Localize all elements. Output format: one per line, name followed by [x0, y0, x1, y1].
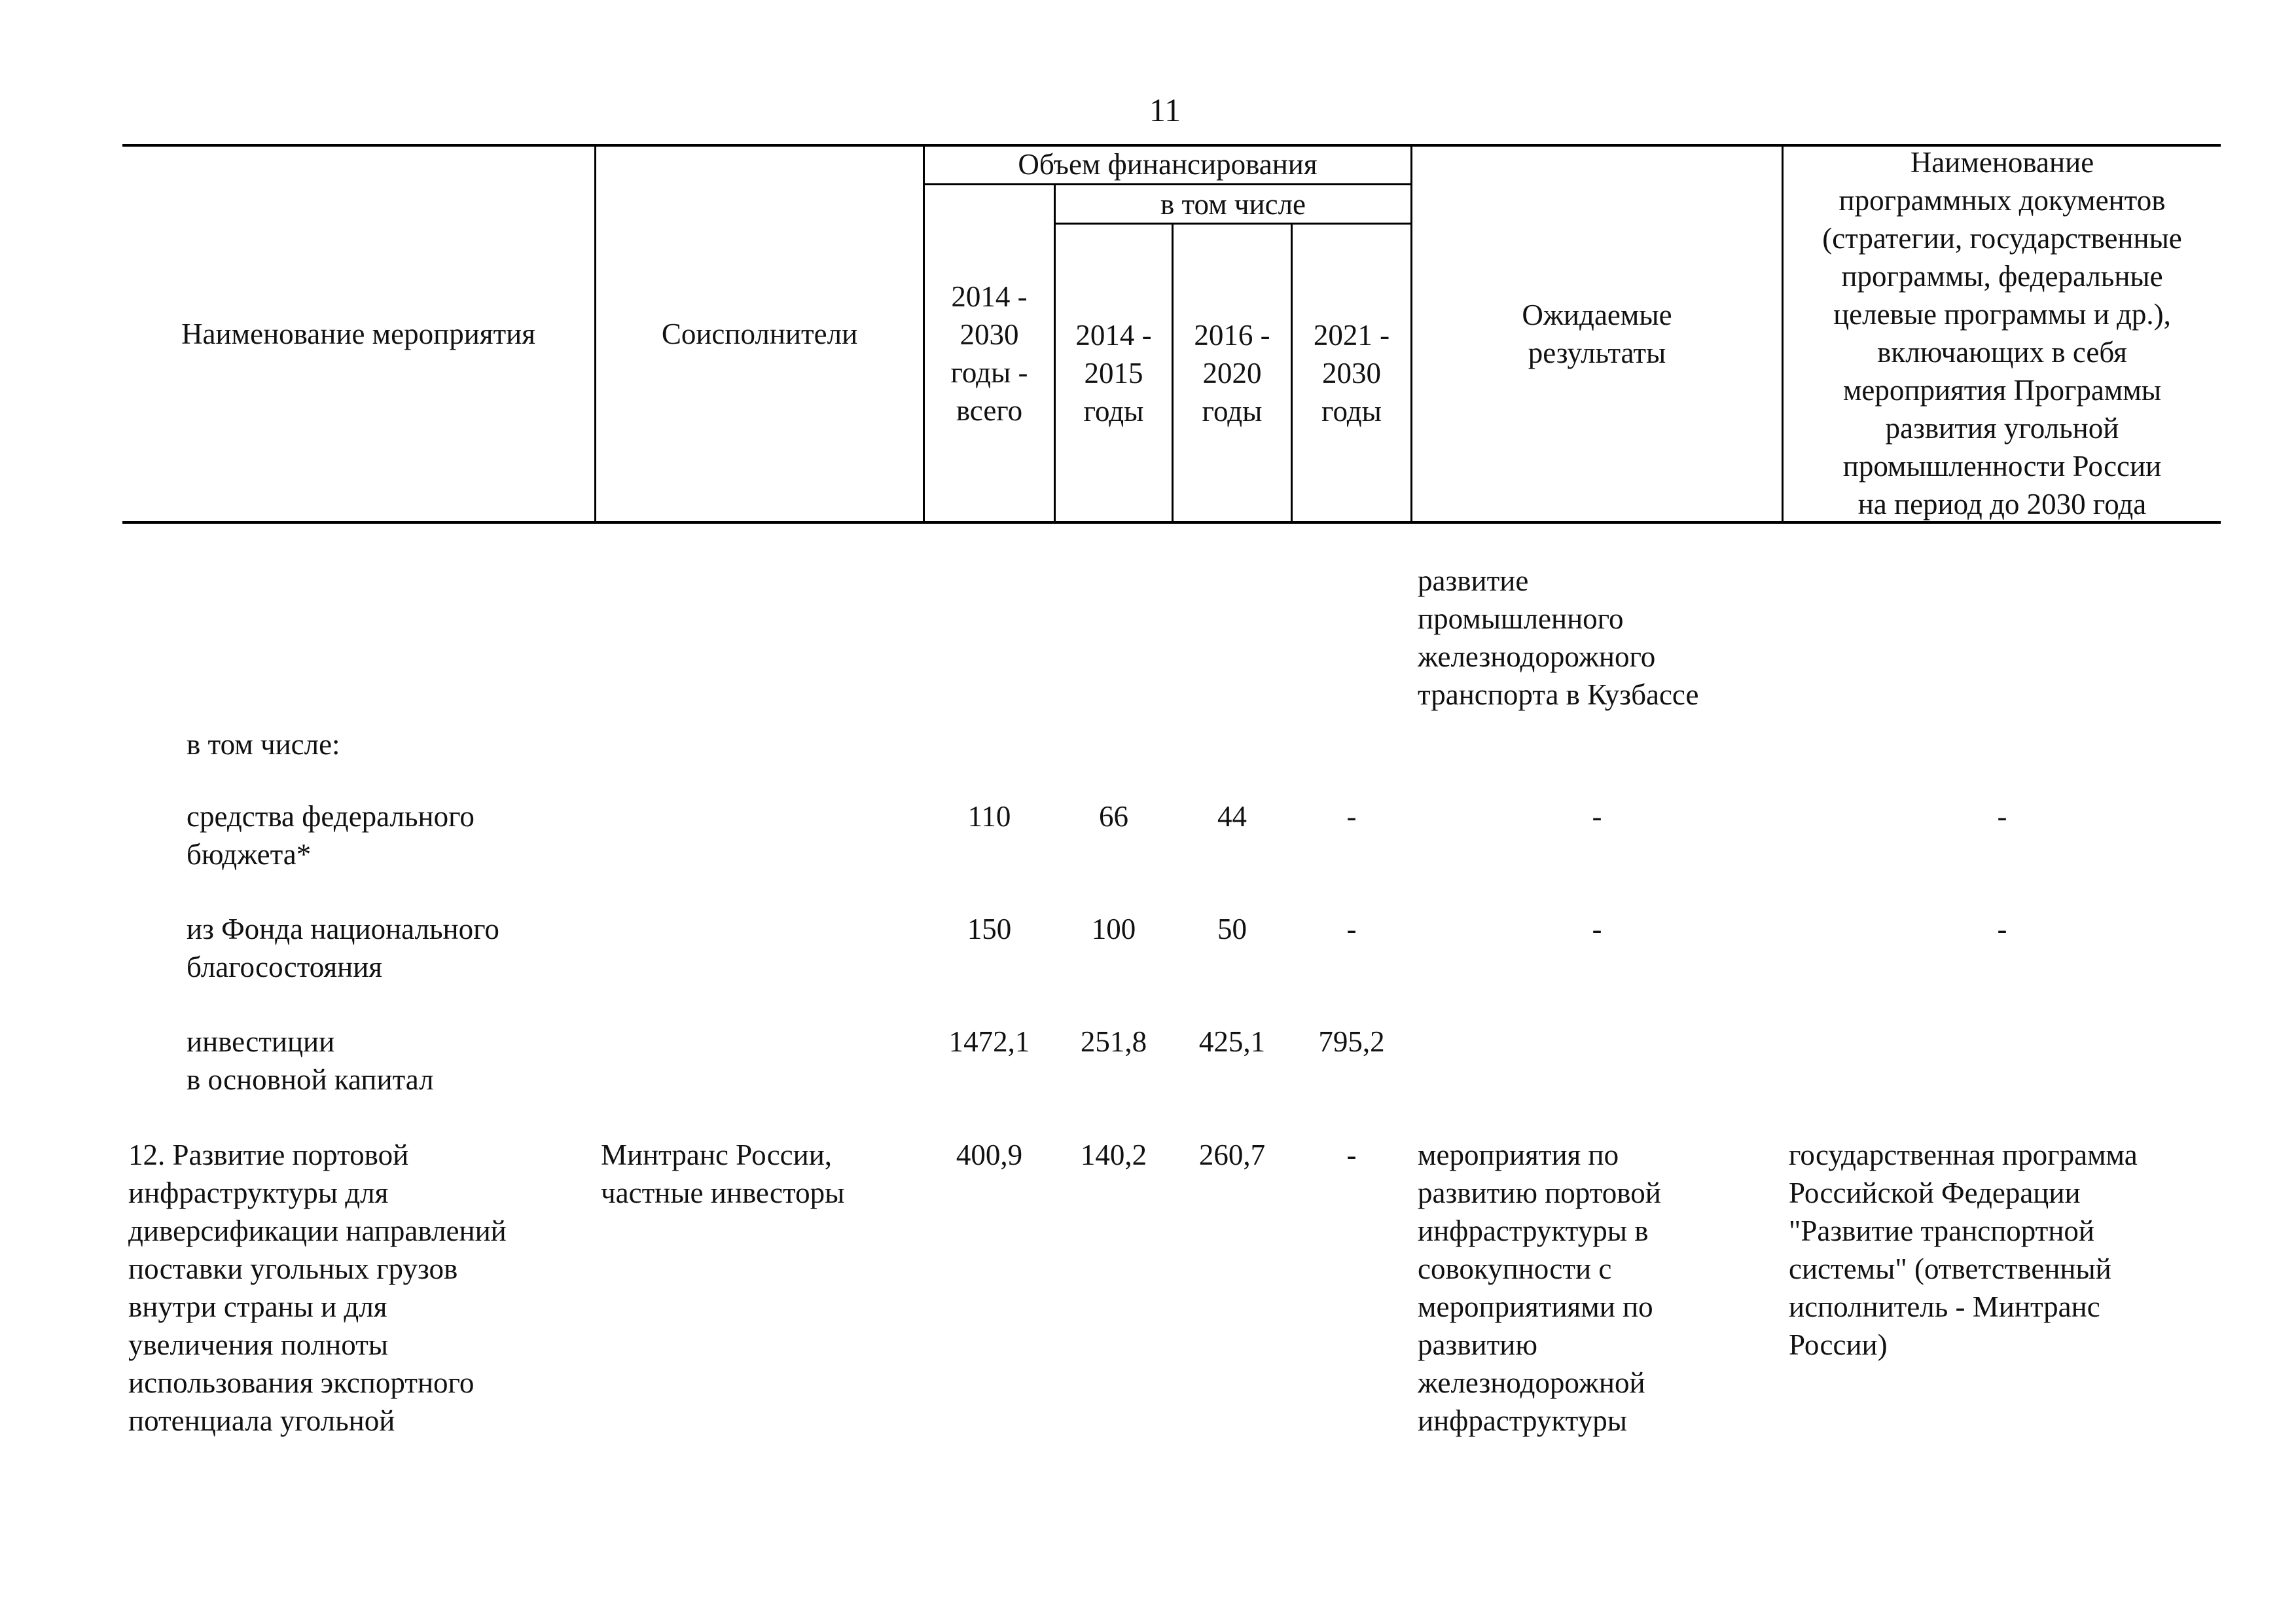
federal-budget-2014-2015: 66	[1099, 800, 1128, 833]
nwf-2014-2015: 100	[1091, 913, 1136, 945]
including-label: в том числе:	[187, 728, 340, 761]
federal-budget-results: -	[1592, 800, 1602, 833]
federal-budget-docs: -	[1997, 800, 2007, 833]
header-coexecutors: Соисполнители	[661, 318, 858, 350]
federal-budget-total: 110	[967, 800, 1011, 833]
header-activity-name: Наименование мероприятия	[181, 318, 535, 350]
item12-2021-2030: -	[1346, 1139, 1357, 1171]
capital-investment-2021-2030: 795,2	[1318, 1025, 1385, 1058]
nwf-2016-2020: 50	[1217, 913, 1247, 945]
federal-budget-2021-2030: -	[1346, 800, 1357, 833]
capital-investment-total: 1472,1	[948, 1025, 1030, 1058]
item12-2016-2020: 260,7	[1198, 1139, 1266, 1171]
nwf-2021-2030: -	[1346, 913, 1357, 945]
nwf-total: 150	[967, 913, 1012, 945]
header-expected-results: Ожидаемые результаты	[1522, 299, 1672, 369]
nwf-docs: -	[1997, 913, 2007, 945]
continued-expected-result: развитие промышленного железнодорожного транспорта в Кузбассе	[1418, 564, 1699, 711]
header-2014-2015: 2014 - 2015 годы	[1075, 318, 1152, 428]
header-funding-title: Объем финансирования	[1018, 148, 1318, 181]
capital-investment-2014-2015: 251,8	[1080, 1025, 1147, 1058]
header-including: в том числе	[1160, 187, 1306, 221]
item12-2014-2015: 140,2	[1080, 1139, 1147, 1171]
capital-investment-label: инвестиции в основной капитал	[187, 1025, 434, 1096]
header-2016-2020: 2016 - 2020 годы	[1194, 318, 1270, 428]
capital-investment-2016-2020: 425,1	[1198, 1025, 1266, 1058]
federal-budget-2016-2020: 44	[1217, 800, 1247, 833]
item12-coexecutors: Минтранс России, частные инвесторы	[601, 1139, 845, 1209]
federal-budget-label: средства федерального бюджета*	[187, 800, 475, 871]
item12-total: 400,9	[956, 1139, 1023, 1171]
header-2021-2030: 2021 - 2030 годы	[1313, 318, 1390, 428]
header-total-2014-2030: 2014 - 2030 годы - всего	[950, 280, 1028, 427]
header-program-documents: Наименование программных документов (стратегии, государственные программы, федеральные целевые программы и др.), включающих в себя мероприятия Программы развития угольной промышленности России на период до 2030 года	[1822, 146, 2182, 520]
item12-expected-results: мероприятия по развитию портовой инфраструктуры в совокупности с мероприятиями по развитию железнодорожной инфраструктуры	[1418, 1139, 1661, 1437]
item12-name: 12. Развитие портовой инфраструктуры для диверсификации направлений поставки угольных грузов внутри страны и для увеличения полноты использования экспортного потенциала угольной	[128, 1139, 507, 1437]
page-number: 11	[1149, 92, 1181, 128]
item12-program-documents: государственная программа Российской Федерации "Развитие транспортной системы" (ответственный исполнитель - Минтранс России)	[1789, 1139, 2138, 1361]
nwf-results: -	[1592, 913, 1602, 945]
nwf-label: из Фонда национального благосостояния	[187, 913, 499, 983]
